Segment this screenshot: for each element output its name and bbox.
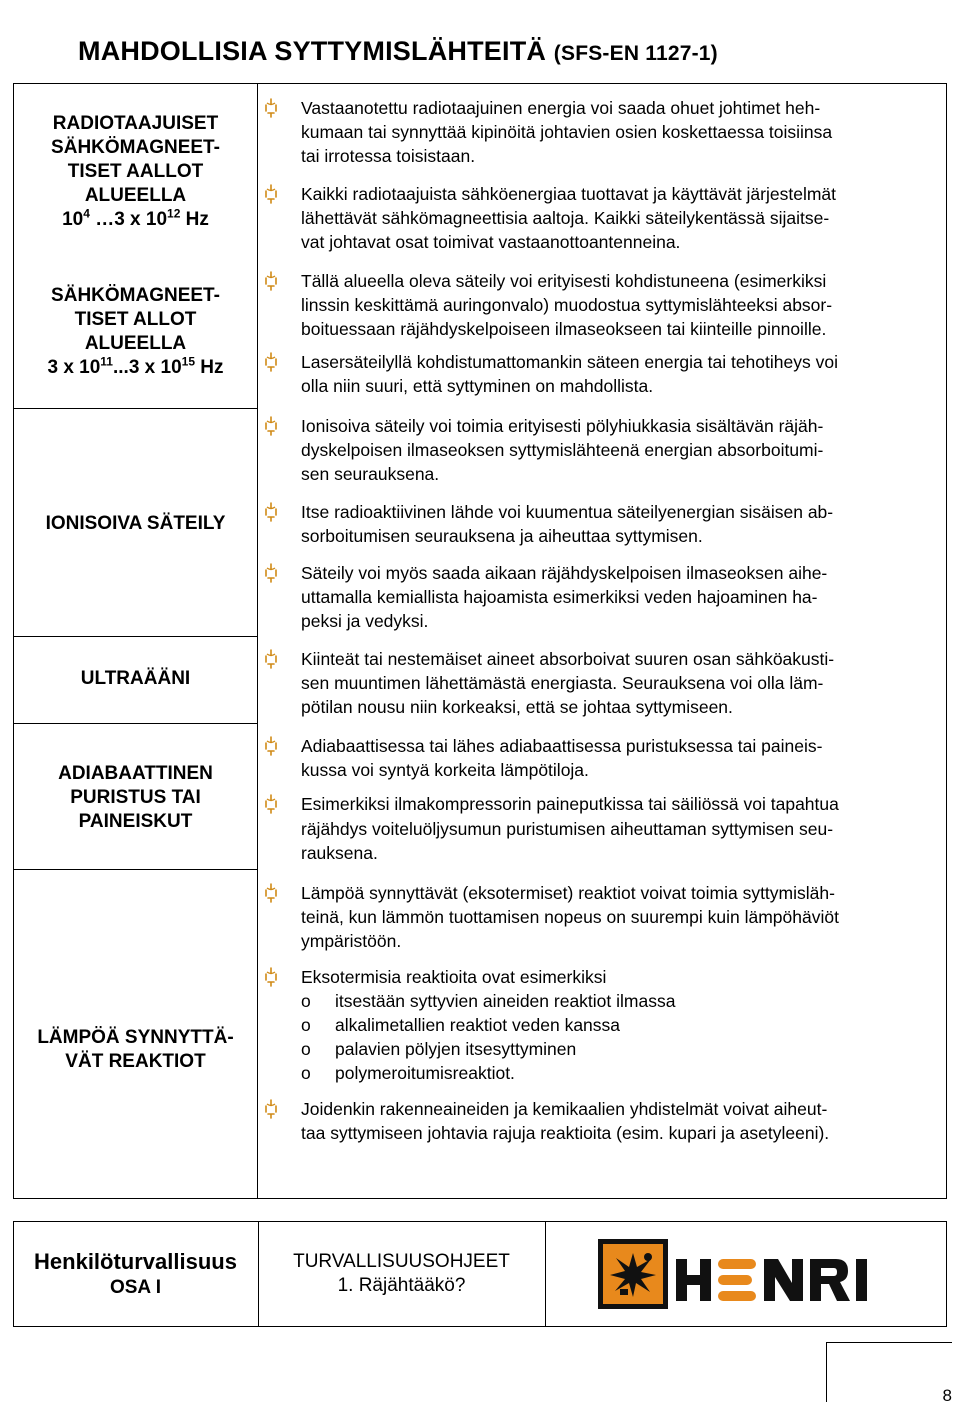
list-item: Kiinteät tai nestemäiset aineet absorboivat suuren osan sähköakusti- sen muuntimen lähettämästä energiasta. Seurauksena voi olla läm- pötilan nousu niin korkeaksi, että se johtaa syttymiseen. [263, 647, 953, 720]
bullet-icon [264, 563, 278, 583]
page-title [78, 36, 938, 67]
bullet-group-adiabatic [263, 734, 953, 865]
footer-series: TURVALLISUUSOHJEET 1. Räjähtääkö? [293, 1251, 510, 1296]
label-adiabatic: ADIABAATTINEN PURISTUS TAI PAINEISKUT [58, 763, 213, 832]
label-ionizing-radiation: IONISOIVA SÄTEILY [45, 513, 226, 534]
bullet-icon [264, 967, 278, 987]
list-item: Itse radioaktiivinen lähde voi kuumentua säteilyenergian sisäisen ab- sorboitumisen seurauksena ja aiheuttaa syttymisen. [263, 500, 953, 548]
label-exothermic: LÄMPÖÄ SYNNYTTÄ- VÄT REAKTIOT [37, 1027, 234, 1072]
label-radio-frequency: RADIOTAAJUISET SÄHKÖMAGNEET- TISET AALLOT ALUEELLA $10^4$ …3 x $10^{12}$ Hz [13, 112, 258, 232]
bullet-group-radio [263, 96, 953, 254]
label-em-waves: SÄHKÖMAGNEET- TISET ALLOT ALUEELLA 3 x $10^{11}...3$ x $10^{15}$ Hz [13, 284, 258, 380]
em-range: 3 x $10^{11}...3$ x $10^{15}$ Hz [47, 354, 224, 378]
list-item: Kaikki radiotaajuista sähköenergiaa tuottavat ja käyttävät järjestelmät lähettävät sähkömagneettisia aaltoja. Kaikki säteilykentässä sijaitse- vat johtavat osat toimivat vastaanottoantenneina. [263, 182, 953, 255]
radio-range: $10^4$ …3 x $10^{12}$ Hz [62, 206, 209, 230]
bullet-icon [264, 98, 278, 118]
list-item: Säteily voi myös saada aikaan räjähdyskelpoisen ilmaseoksen aihe- uttamalla kemiallista hajoamista esimerkiksi veden hajoaminen ha- peksi ja vedyksi. [263, 561, 953, 634]
row-divider [13, 636, 258, 637]
list-item: Tällä alueella oleva säteily voi erityisesti kohdistuneena (esimerkiksi linssin keskittämä auringonvalo) muodostua syttymislähteeksi absor- boituessaan räjähdyskelpoiseen ilmaseokseen tai kiinteille pinnoille. [263, 269, 953, 342]
list-item: Lasersäteilyllä kohdistumattomankin säteen energia tai tehotiheys voi olla niin suuri, että syttyminen on mahdollista. [263, 350, 953, 398]
list-item: Ionisoiva säteily voi toimia erityisesti pölyhiukkasia sisältävän räjäh- dyskelpoisen ilmaseoksen syttymislähteenä energian absorboitumi- sen seurauksena. [263, 414, 953, 487]
sub-list-item: o itsestään syttyvien aineiden reaktiot ilmassa [301, 990, 676, 1011]
bullet-icon [264, 736, 278, 756]
bullet-icon [264, 794, 278, 814]
label-ultrasound: ULTRAÄÄNI [80, 668, 191, 689]
title-standard-code: (SFS-EN 1127-1) [553, 42, 718, 65]
list-item: Adiabaattisessa tai lähes adiabaattisessa puristuksessa tai paineis- kussa voi syntyä korkeita lämpötiloja. [263, 734, 953, 782]
sub-list-item: o polymeroitumisreaktiot. [301, 1063, 515, 1084]
list-item: Joidenkin rakenneaineiden ja kemikaalien yhdistelmät voivat aiheut- taa syttymiseen johtavia rajuja reaktioita (esim. kupari ja asetyleeni). [263, 1097, 953, 1145]
bullet-icon [264, 502, 278, 522]
row-divider [13, 723, 258, 724]
bullet-icon [264, 1099, 278, 1119]
bullet-group-em [263, 269, 953, 398]
row-divider [13, 869, 258, 870]
page-number: 8 [942, 1386, 952, 1405]
henri-logo-mark [596, 1237, 896, 1311]
list-item: Esimerkiksi ilmakompressorin paineputkissa tai säiliössä voi tapahtua räjähdys voiteluöljysumun puristumisen aiheuttaman syttymisen seu- rauksena. [263, 792, 953, 865]
bullet-icon [264, 649, 278, 669]
list-item: Lämpöä synnyttävät (eksotermiset) reaktiot voivat toimia syttymisläh- teinä, kun lämmön tuottamisen nopeus on suurempi kuin lämpöhäviöt ympäristöön. [263, 881, 953, 954]
henri-logo [546, 1221, 946, 1327]
bullet-icon [264, 416, 278, 436]
bullet-group-ultrasound [263, 647, 953, 720]
list-item: Eksotermisia reaktioita ovat esimerkiksi [263, 965, 953, 989]
sub-list-item: o palavien pölyjen itsesyttyminen [301, 1039, 577, 1060]
bullet-icon [264, 352, 278, 372]
bullet-icon [264, 271, 278, 291]
page-number-box [826, 1342, 952, 1402]
bullet-icon [264, 184, 278, 204]
row-divider [13, 408, 258, 409]
bullet-group-ionizing [263, 414, 953, 634]
list-item: Vastaanotettu radiotaajuinen energia voi saada ohuet johtimet heh- kumaan tai synnyttää kipinöitä johtavien osien koskettaessa toisiinsa tai irrotessa toisistaan. [263, 96, 953, 169]
title-main: MAHDOLLISIA SYTTYMISLÄHTEITÄ [78, 36, 547, 66]
bullet-group-exothermic [263, 881, 953, 1145]
sub-list-item: o alkalimetallien reaktiot veden kanssa [301, 1015, 621, 1036]
bullet-icon [264, 883, 278, 903]
footer-org: Henkilöturvallisuus OSA I [34, 1248, 237, 1298]
